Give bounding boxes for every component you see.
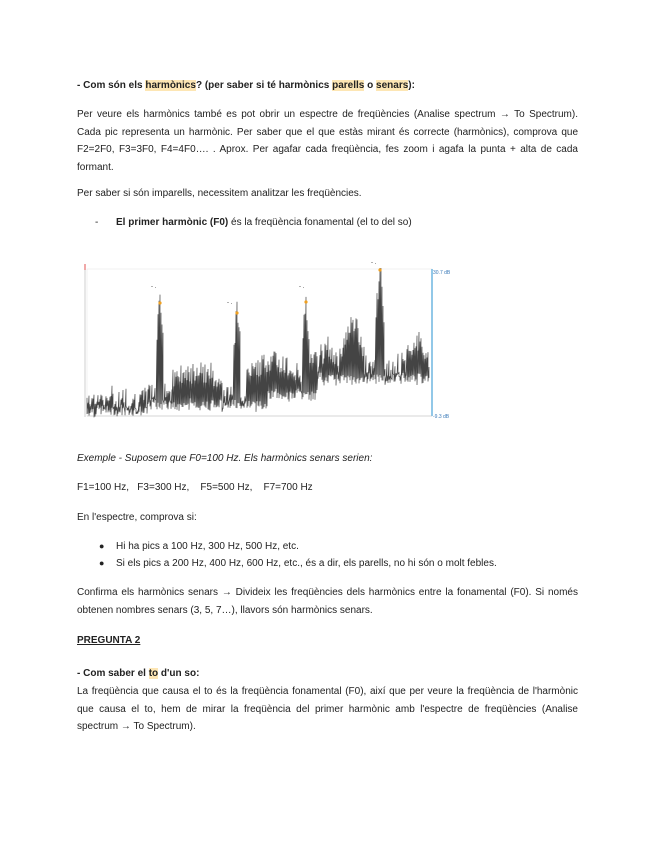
dash-marker: - xyxy=(95,217,99,228)
check-intro: En l'espectre, comprova si: xyxy=(77,512,197,523)
peak-label: - . xyxy=(227,300,233,306)
spectrum-plot xyxy=(77,254,453,420)
paragraph-confirm: Confirma els harmònics senars → Divideix les freqüències dels harmònics entre la fonamental (F0). Si només obtenen nombres senars (3, 5, 7…), llavors són harmònics senars. xyxy=(77,587,578,616)
section-heading-harmonics: - Com són els harmònics? (per saber si té harmònics parells o senars): xyxy=(77,80,415,91)
bullet-marker: ● xyxy=(99,558,105,568)
peak-label: - . xyxy=(151,284,157,290)
bullet-marker: ● xyxy=(99,541,105,551)
dash-item-first-harmonic: El primer harmònic (F0) és la freqüència fonamental (el to del so) xyxy=(116,217,412,228)
odd-frequencies-line: F1=100 Hz, F3=300 Hz, F5=500 Hz, F7=700 Hz xyxy=(77,482,313,493)
peak-label: - . xyxy=(299,284,305,290)
peak-marker xyxy=(235,311,238,314)
question-heading: PREGUNTA 2 xyxy=(77,635,141,646)
paragraph-spectrum-intro: Per veure els harmònics també es pot obrir un espectre de freqüències (Analise spectrum → To Spectrum). Cada pic representa un harmònic. Per saber que el que estàs mirant és correcte (harmònics), comprova que F2=2F0, F3=3F0, F4=4F0…. . Aprox. Per agafar cada freqüència, fes zoom i agafa la punta + alta de cada formant. xyxy=(77,109,578,173)
peak-marker xyxy=(158,301,161,304)
bullet-item: Hi ha pics a 100 Hz, 300 Hz, 500 Hz, etc. xyxy=(116,541,299,552)
peak-label: - . xyxy=(371,260,377,266)
bottom-db-label: -9.3 dB xyxy=(433,414,450,420)
top-db-label: 30.7 dB xyxy=(433,270,451,276)
example-line: Exemple - Suposem que F0=100 Hz. Els harmònics senars serien: xyxy=(77,453,373,464)
bullet-item: Si els pics a 200 Hz, 400 Hz, 600 Hz, etc., és a dir, els parells, no hi són o molt febles. xyxy=(116,558,497,569)
section-heading-pitch: - Com saber el to d'un so: xyxy=(77,668,200,679)
paragraph-odd-harmonics: Per saber si són imparells, necessitem analitzar les freqüències. xyxy=(77,188,362,199)
paragraph-pitch: La freqüència que causa el to és la freqüència fonamental (F0), així que per veure la freqüència de l'harmònic que causa el to, hem de mirar la freqüència del primer harmònic amb l'espectre de freqüències (Analise spectrum → To Spectrum). xyxy=(77,686,578,732)
peak-marker xyxy=(304,300,307,303)
peak-marker xyxy=(378,268,381,271)
